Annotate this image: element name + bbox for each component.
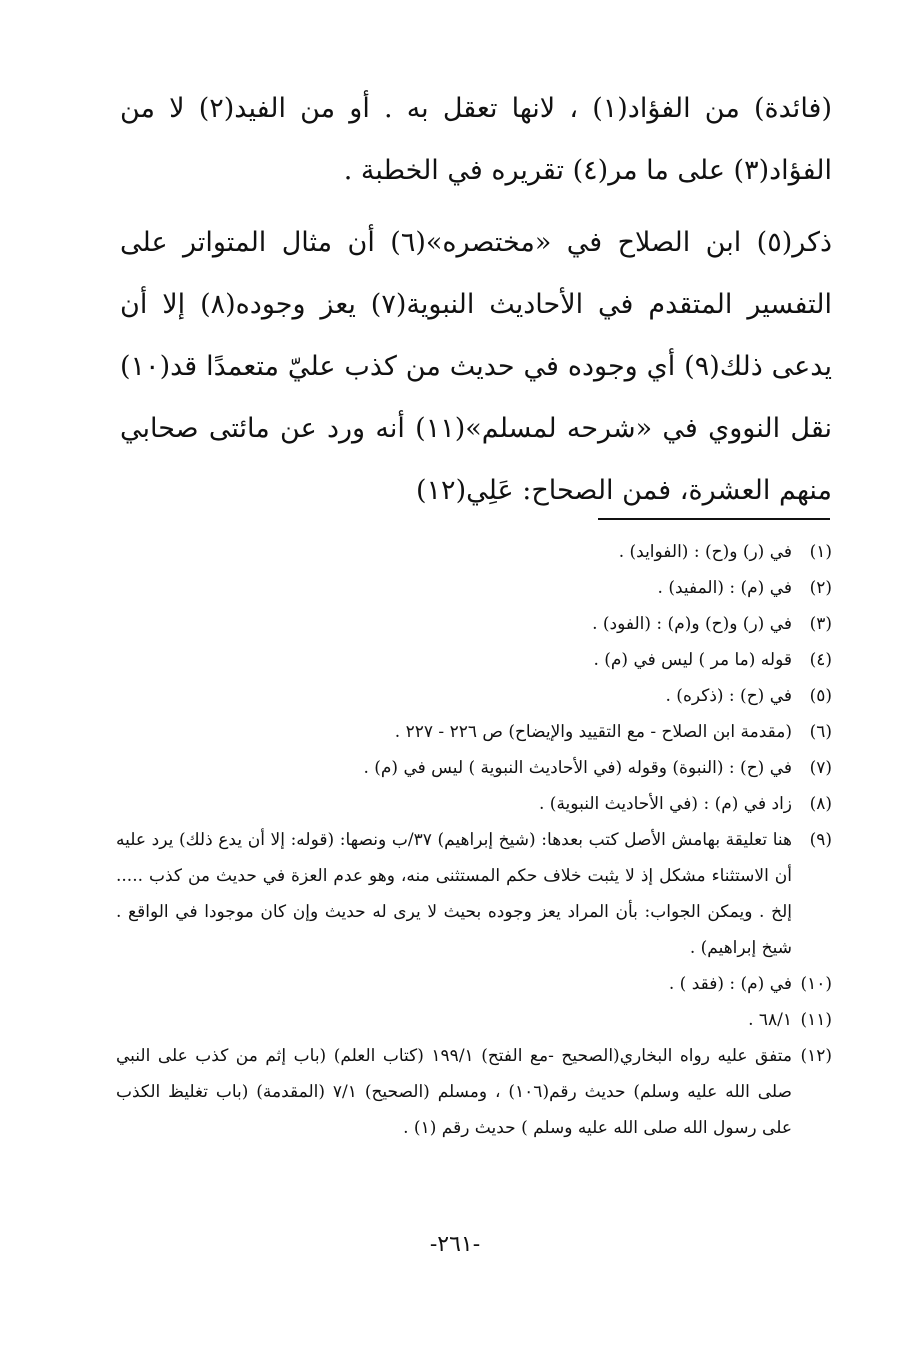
- footnotes-section: [116, 534, 832, 1146]
- footnote-2: [116, 570, 832, 606]
- footnote-text: (مقدمة ابن الصلاح - مع التقييد والإيضاح) ص ٢٢٦ - ٢٢٧ .: [394, 722, 792, 742]
- footnote-text: في (ح) : (النبوة) وقوله (في الأحاديث النبوية ) ليس في (م) .: [363, 758, 792, 778]
- footnote-text: في (م) : (المفيد) .: [657, 578, 792, 598]
- footnote-number: (١٢): [800, 1046, 832, 1066]
- footnote-text: زاد في (م) : (في الأحاديث النبوية) .: [539, 794, 792, 814]
- footnote-number: (١١): [800, 1010, 832, 1030]
- footnote-number: (٢): [809, 578, 832, 598]
- footnote-number: (٧): [809, 758, 832, 778]
- footnote-9: [116, 822, 832, 966]
- footnote-number: (٥): [809, 686, 832, 706]
- footnote-number: (١٠): [800, 974, 832, 994]
- footnote-number: (٣): [809, 614, 832, 634]
- paragraph-mutawatir: ذكر(٥) ابن الصلاح في «مختصره»(٦) أن مثال المتواتر على التفسير المتقدم في الأحاديث النبوية(٧) يعز وجوده(٨) إلا أن يدعى ذلك(٩) أي وجوده في حديث من كذب عليّ متعمدًا قد(١٠) نقل النووي في «شرحه لمسلم»(١١) أنه ورد عن مائتى صحابي منهم العشرة، فمن الصحاح: عَلِي(١٢): [120, 227, 833, 506]
- footnote-5: [116, 678, 832, 714]
- footnote-text: هنا تعليقة بهامش الأصل كتب بعدها: (شيخ إبراهيم) ٣٧/ب ونصها: (قوله: إلا أن يدع ذلك) يرد عليه أن الاستثناء مشكل إذ لا يثبت خلاف حكم المستثنى منه، وهو عدم العزة في حديث من كذب ..... إلخ . ويمكن الجواب: بأن المراد يعز وجوده بحيث لا يرى له حديث وإن كان موجودا في الواقع . شيخ إبراهيم) .: [116, 830, 792, 958]
- footnote-number: (١): [809, 542, 832, 562]
- footnote-text: في (م) : (فقد ) .: [668, 974, 792, 994]
- footnote-1: [116, 534, 832, 570]
- footnote-3: [116, 606, 832, 642]
- paragraph-benefit-note: (فائدة) من الفؤاد(١) ، لانها تعقل به . أو من الفيد(٢) لا من الفؤاد(٣) على ما مر(٤) تقريره في الخطبة .: [120, 93, 832, 186]
- footnote-4: [116, 642, 832, 678]
- footnote-number: (٦): [809, 722, 832, 742]
- footnote-10: [116, 966, 832, 1002]
- footnote-text: في (ر) و(ح) و(م) : (الفود) .: [592, 614, 792, 634]
- footnote-7: [116, 750, 832, 786]
- footnote-number: (٨): [809, 794, 832, 814]
- footnote-11: [116, 1002, 832, 1038]
- footnote-text: متفق عليه رواه البخاري(الصحيح -مع الفتح) ١٩٩/١ (كتاب العلم) (باب إثم من كذب على النبي صلى الله عليه وسلم) حديث رقم(١٠٦) ، ومسلم (الصحيح) ٧/١ (المقدمة) (باب تغليظ الكذب على رسول الله صلى الله عليه وسلم ) حديث رقم (١) .: [116, 1046, 792, 1138]
- footnote-6: [116, 714, 832, 750]
- footnote-divider: [598, 518, 830, 520]
- footnote-8: [116, 786, 832, 822]
- footnote-text: في (ر) و(ح) : (الفوايد) .: [618, 542, 792, 562]
- page-number: -٢٦١-: [429, 1232, 481, 1257]
- footnote-12: [116, 1038, 832, 1146]
- footnote-text: قوله (ما مر ) ليس في (م) .: [593, 650, 792, 670]
- footnote-text: في (ح) : (ذكره) .: [665, 686, 792, 706]
- footnote-number: (٩): [809, 830, 832, 850]
- footnote-number: (٤): [809, 650, 832, 670]
- main-text: [120, 78, 832, 522]
- footnote-text: ٦٨/١ .: [748, 1010, 792, 1030]
